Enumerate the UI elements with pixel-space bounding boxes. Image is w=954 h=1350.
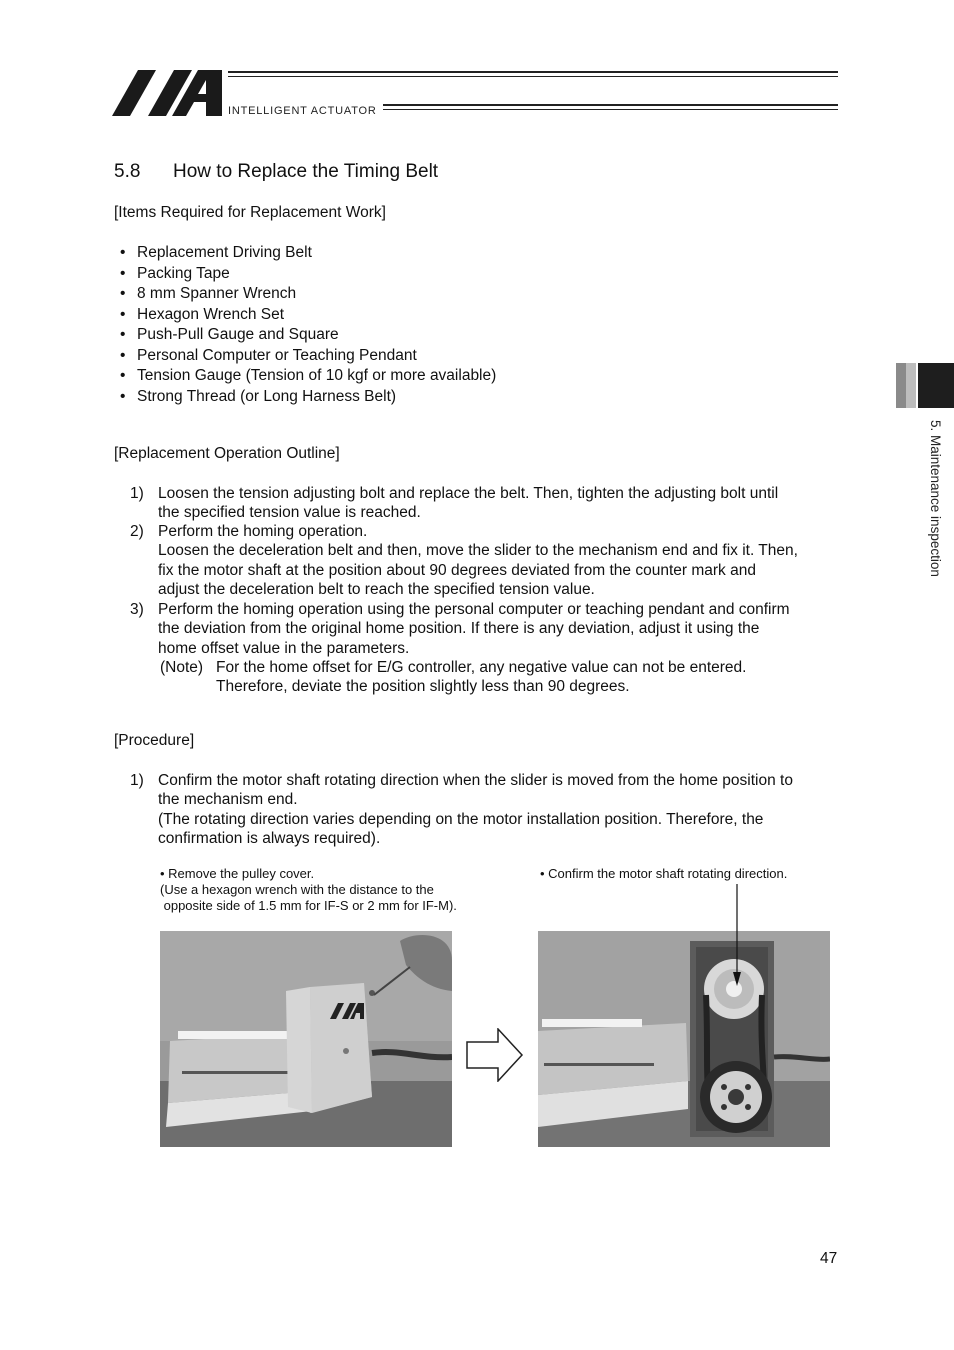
items-required-list xyxy=(114,243,496,407)
caption-line: (Use a hexagon wrench with the distance to the xyxy=(160,882,434,897)
step-body xyxy=(158,484,848,523)
step-body xyxy=(158,771,848,849)
section-number: 5.8 xyxy=(114,161,141,182)
step-line: the mechanism end. xyxy=(158,791,298,809)
header-rule-top-2 xyxy=(228,76,838,77)
right-arrow-icon xyxy=(466,1028,524,1082)
items-required-heading: [Items Required for Replacement Work] xyxy=(114,204,386,221)
step-number: 1) xyxy=(130,772,144,789)
step-line: confirmation is always required). xyxy=(158,830,381,848)
header-rule-bottom-1 xyxy=(383,104,838,106)
section-title xyxy=(114,161,438,183)
step-number: 3) xyxy=(130,601,144,618)
side-tab-label: 5. Maintenance inspection xyxy=(928,420,943,577)
step-line: Perform the homing operation. xyxy=(158,523,368,540)
list-item: • Replacement Driving Belt xyxy=(114,243,496,264)
side-tab-marker-dark xyxy=(918,363,954,408)
step-line: the deviation from the original home position. If there is any deviation, adjust it using the xyxy=(158,620,760,638)
step-line: the specified tension value is reached. xyxy=(158,504,421,522)
step-number: 1) xyxy=(130,485,144,502)
procedure-heading: [Procedure] xyxy=(114,732,195,749)
step-line: Loosen the tension adjusting bolt and replace the belt. Then, tighten the adjusting bolt until xyxy=(158,485,779,502)
right-figure-caption xyxy=(540,866,840,882)
note-body xyxy=(216,658,836,697)
note-line: For the home offset for E/G controller, any negative value can not be entered. xyxy=(216,659,747,676)
list-item: • Push-Pull Gauge and Square xyxy=(114,325,496,346)
step-line: home offset value in the parameters. xyxy=(158,639,410,657)
step-body xyxy=(158,522,848,600)
step-number: 2) xyxy=(130,523,144,540)
step-line: adjust the deceleration belt to reach the specified tension value. xyxy=(158,581,595,599)
note-label: (Note) xyxy=(160,659,204,676)
header-rule-top-1 xyxy=(228,71,838,73)
section-title-text: How to Replace the Timing Belt xyxy=(173,161,439,182)
caption-line: • Confirm the motor shaft rotating direction. xyxy=(540,866,788,881)
side-tab-marker-light xyxy=(906,363,916,408)
list-item: • Tension Gauge (Tension of 10 kgf or more available) xyxy=(114,366,496,387)
ia-logo-icon xyxy=(112,68,224,118)
step-body xyxy=(158,600,848,658)
left-figure-caption xyxy=(160,866,520,914)
list-item: • Packing Tape xyxy=(114,264,496,285)
step-line: Confirm the motor shaft rotating direction when the slider is moved from the home position to xyxy=(158,772,793,789)
list-item: • Hexagon Wrench Set xyxy=(114,305,496,326)
motor-shaft-photo xyxy=(538,931,830,1147)
note-line: Therefore, deviate the position slightly less than 90 degrees. xyxy=(216,678,630,696)
list-item: • Strong Thread (or Long Harness Belt) xyxy=(114,387,496,408)
brand-text: INTELLIGENT ACTUATOR xyxy=(228,105,377,117)
step-line: Loosen the deceleration belt and then, move the slider to the mechanism end and fix it. Then, xyxy=(158,542,798,560)
step-line: fix the motor shaft at the position about 90 degrees deviated from the counter mark and xyxy=(158,561,756,579)
caption-line: opposite side of 1.5 mm for IF-S or 2 mm for IF-M). xyxy=(160,898,457,913)
callout-arrow-icon xyxy=(730,882,746,992)
pulley-cover-photo xyxy=(160,931,452,1147)
list-item: • Personal Computer or Teaching Pendant xyxy=(114,346,496,367)
step-line: Perform the homing operation using the personal computer or teaching pendant and confirm xyxy=(158,601,790,618)
step-line: (The rotating direction varies depending on the motor installation position. Therefore, the xyxy=(158,810,764,828)
caption-line: • Remove the pulley cover. xyxy=(160,866,315,881)
header-rule-bottom-2 xyxy=(383,109,838,110)
page-number: 47 xyxy=(820,1250,838,1267)
outline-heading: [Replacement Operation Outline] xyxy=(114,445,340,462)
list-item: • 8 mm Spanner Wrench xyxy=(114,284,496,305)
